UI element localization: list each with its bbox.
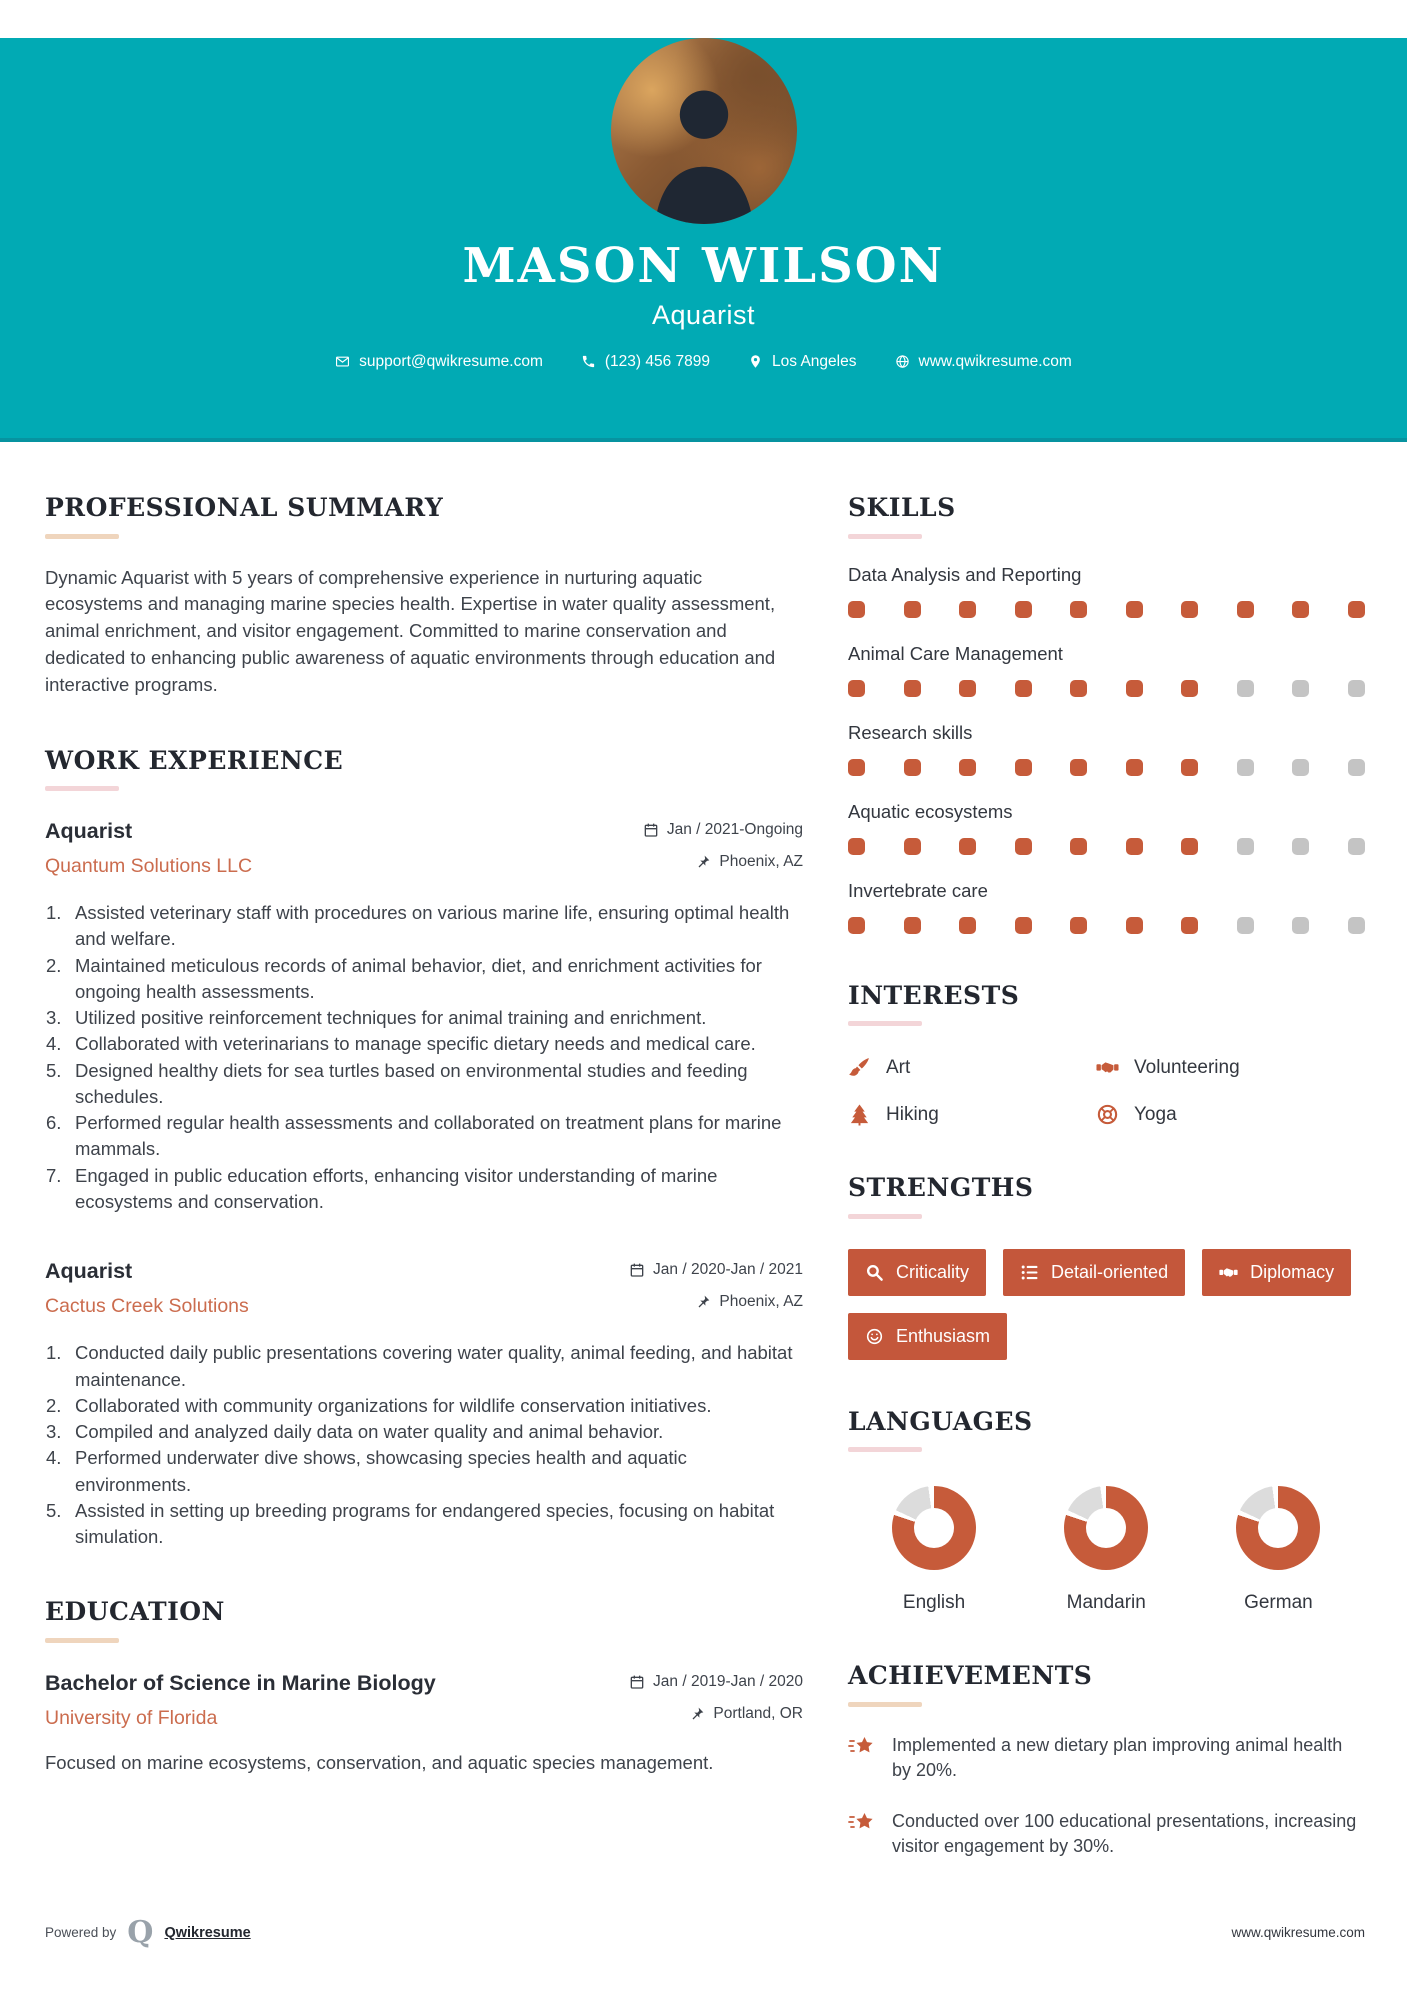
job-bullet: Engaged in public education efforts, enhancing visitor understanding of marine ecosystems and conservation.	[75, 1164, 718, 1212]
job-bullet: Performed underwater dive shows, showcasing species health and aquatic environments.	[75, 1447, 687, 1495]
job-date	[643, 821, 803, 839]
skill-level-dots	[848, 838, 1365, 855]
job-bullet: Utilized positive reinforcement techniques for animal training and enrichment.	[75, 1007, 707, 1029]
smiley-icon	[865, 1327, 884, 1346]
job-bullet: Collaborated with community organizations for wildlife conservation initiatives.	[75, 1394, 712, 1416]
job-date	[629, 1261, 803, 1279]
contact-location[interactable]	[748, 353, 856, 371]
achievement-item	[848, 1733, 1365, 1783]
heading-underline	[848, 1214, 922, 1219]
summary-heading: PROFESSIONAL SUMMARY	[45, 493, 444, 522]
skill-label: Invertebrate care	[848, 879, 988, 901]
skill-dot-filled	[848, 838, 865, 855]
work-heading: WORK EXPERIENCE	[45, 745, 344, 775]
strength-label: Detail-oriented	[1051, 1261, 1169, 1282]
skill-dot-filled	[1181, 759, 1198, 776]
contact-location-text: Los Angeles	[772, 352, 857, 370]
education-entry	[45, 1671, 803, 1777]
shooting-star-icon	[848, 1810, 876, 1835]
skill-level-dots	[848, 680, 1365, 697]
job-entry	[45, 819, 803, 1215]
contact-phone[interactable]	[581, 353, 710, 371]
skill-dot-filled	[1126, 759, 1143, 776]
skill-dot-empty	[1237, 680, 1254, 697]
calendar-icon	[629, 1262, 645, 1278]
skill-dot-empty	[1292, 838, 1309, 855]
heading-underline	[45, 1638, 119, 1643]
skill-dot-filled	[904, 917, 921, 934]
pushpin-icon	[695, 854, 711, 870]
skill-dot-filled	[1181, 601, 1198, 618]
job-header	[45, 819, 803, 878]
job-bullet: Designed healthy diets for sea turtles based on environmental studies and feeding schedules.	[75, 1059, 748, 1107]
skill-dot-filled	[1070, 917, 1087, 934]
strengths-heading: STRENGTHS	[848, 1173, 1034, 1202]
list-icon	[1020, 1263, 1039, 1282]
job-meta	[643, 819, 803, 871]
globe-icon	[895, 354, 910, 369]
skill-level-dots	[848, 917, 1365, 934]
phone-icon	[581, 354, 596, 369]
contact-row	[0, 353, 1407, 371]
skill-dot-filled	[1126, 680, 1143, 697]
education-location	[629, 1705, 803, 1723]
job-bullet: Performed regular health assessments and collaborated on treatment plans for marine mammals.	[75, 1112, 782, 1160]
job-meta	[629, 1259, 803, 1311]
language-item	[848, 1486, 1020, 1614]
heading-underline	[848, 1021, 922, 1026]
paintbrush-icon	[848, 1056, 871, 1079]
interest-item	[1096, 1103, 1365, 1126]
job-bullet: Maintained meticulous records of animal behavior, diet, and enrichment activities for ongoing health assessments.	[75, 954, 762, 1002]
interest-label: Hiking	[886, 1103, 939, 1125]
skill-dot-filled	[1292, 601, 1309, 618]
skill-dot-filled	[959, 838, 976, 855]
skill-dot-empty	[1237, 917, 1254, 934]
job-location	[643, 853, 803, 871]
education-date-text: Jan / 2019-Jan / 2020	[653, 1672, 803, 1690]
language-donut-chart	[1236, 1486, 1320, 1570]
language-item	[1020, 1486, 1192, 1614]
job-location-text: Phoenix, AZ	[719, 1293, 803, 1311]
heading-underline	[848, 534, 922, 539]
contact-email-text: support@qwikresume.com	[359, 352, 543, 370]
skill-item	[848, 643, 1365, 697]
languages-heading: LANGUAGES	[848, 1406, 1033, 1436]
powered-by	[45, 1915, 251, 1950]
skill-dot-filled	[959, 759, 976, 776]
education-heading: EDUCATION	[45, 1597, 225, 1627]
skill-dot-empty	[1348, 759, 1365, 776]
language-label: English	[902, 1592, 966, 1613]
interest-label: Volunteering	[1134, 1056, 1240, 1078]
job-date-text: Jan / 2020-Jan / 2021	[653, 1261, 803, 1279]
section-education	[45, 1598, 803, 1776]
skill-dot-filled	[848, 680, 865, 697]
powered-by-text: Powered by	[45, 1925, 117, 1940]
language-label: German	[1244, 1592, 1313, 1613]
job-bullet: Conducted daily public presentations covering water quality, animal feeding, and habitat maintenance.	[75, 1342, 793, 1390]
language-item	[1192, 1486, 1364, 1614]
job-header	[45, 1259, 803, 1318]
skill-level-dots	[848, 759, 1365, 776]
skill-item	[848, 801, 1365, 855]
heading-underline	[45, 534, 119, 539]
language-donut-chart	[892, 1486, 976, 1570]
skill-dot-filled	[1015, 759, 1032, 776]
skill-dot-filled	[904, 601, 921, 618]
strength-badge	[848, 1249, 986, 1296]
interest-item	[1096, 1056, 1365, 1079]
education-date	[629, 1673, 803, 1691]
strength-label: Diplomacy	[1250, 1261, 1335, 1282]
pushpin-icon	[695, 1294, 711, 1310]
strength-badge	[1202, 1249, 1351, 1296]
skill-dot-filled	[1015, 917, 1032, 934]
interest-item	[848, 1056, 1096, 1079]
interests-grid	[848, 1056, 1365, 1126]
content	[0, 442, 1407, 1907]
skill-dot-filled	[959, 917, 976, 934]
header	[0, 38, 1407, 442]
skill-dot-filled	[904, 759, 921, 776]
achievement-text: Conducted over 100 educational presentations, increasing visitor engagement by 30%.	[892, 1810, 1357, 1857]
job-location-text: Phoenix, AZ	[719, 853, 803, 871]
skill-dot-empty	[1292, 680, 1309, 697]
job-bullet: Assisted veterinary staff with procedures on various marine life, ensuring optimal health and welfare.	[75, 902, 790, 950]
skill-dot-filled	[959, 601, 976, 618]
right-column	[848, 494, 1365, 1907]
skill-dot-filled	[1070, 759, 1087, 776]
skill-label: Data Analysis and Reporting	[848, 563, 1082, 585]
interest-item	[848, 1103, 1096, 1126]
skill-dot-empty	[1292, 917, 1309, 934]
degree-name: Bachelor of Science in Marine Biology	[45, 1670, 436, 1695]
qwikresume-logo: Q	[127, 1915, 154, 1950]
interest-label: Yoga	[1134, 1103, 1177, 1125]
strength-badge	[1003, 1249, 1185, 1296]
skill-item	[848, 880, 1365, 934]
interests-heading: INTERESTS	[848, 980, 1020, 1010]
job-bullets	[45, 900, 803, 1215]
shooting-star-icon	[848, 1734, 876, 1759]
skill-dot-filled	[1181, 917, 1198, 934]
footer	[45, 1915, 1365, 1950]
handshake-icon	[1096, 1056, 1119, 1079]
skill-dot-filled	[1237, 601, 1254, 618]
language-donut-chart	[1064, 1486, 1148, 1570]
skill-dot-filled	[1126, 838, 1143, 855]
education-description: Focused on marine ecosystems, conservation, and aquatic species management.	[45, 1751, 714, 1773]
skill-dot-empty	[1237, 759, 1254, 776]
job-location	[629, 1293, 803, 1311]
job-title-company	[45, 1259, 249, 1318]
person-silhouette	[611, 44, 797, 224]
job-date-text: Jan / 2021-Ongoing	[666, 821, 803, 839]
company-name: Quantum Solutions LLC	[45, 855, 253, 878]
languages-row	[848, 1486, 1365, 1614]
map-pin-icon	[748, 354, 763, 369]
education-meta	[629, 1671, 803, 1723]
strength-badges	[848, 1249, 1365, 1360]
strength-label: Enthusiasm	[896, 1325, 991, 1346]
education-header	[45, 1671, 803, 1730]
language-label: Mandarin	[1066, 1592, 1146, 1613]
skill-dot-filled	[959, 680, 976, 697]
achievement-item	[848, 1809, 1365, 1859]
skill-dot-filled	[1126, 917, 1143, 934]
achievement-text: Implemented a new dietary plan improving animal health by 20%.	[892, 1734, 1343, 1780]
heading-underline	[45, 786, 119, 791]
calendar-icon	[629, 1674, 645, 1690]
skill-dot-filled	[848, 759, 865, 776]
strength-label: Criticality	[896, 1261, 970, 1282]
job-bullets	[45, 1340, 803, 1550]
section-interests	[848, 982, 1365, 1127]
skill-label: Research skills	[848, 721, 973, 743]
profile-photo	[611, 38, 797, 224]
skill-dot-filled	[1348, 601, 1365, 618]
heading-underline	[848, 1447, 922, 1452]
skill-dot-filled	[848, 917, 865, 934]
skills-heading: SKILLS	[848, 493, 956, 522]
skill-dot-filled	[1015, 601, 1032, 618]
skill-label: Aquatic ecosystems	[848, 800, 1013, 822]
section-languages	[848, 1408, 1365, 1615]
contact-website-text: www.qwikresume.com	[918, 352, 1072, 370]
skill-dot-empty	[1292, 759, 1309, 776]
skill-dot-filled	[1181, 680, 1198, 697]
skill-label: Animal Care Management	[848, 642, 1063, 664]
contact-email[interactable]	[335, 353, 543, 371]
job-title-company	[45, 819, 252, 878]
lifebuoy-icon	[1096, 1103, 1119, 1126]
skill-dot-filled	[848, 601, 865, 618]
tree-icon	[848, 1103, 871, 1126]
candidate-job-title: Aquarist	[651, 299, 756, 330]
candidate-name: MASON WILSON	[462, 238, 945, 294]
job-bullet: Compiled and analyzed daily data on water quality and animal behavior.	[75, 1421, 664, 1443]
skill-level-dots	[848, 601, 1365, 618]
left-column	[45, 494, 803, 1907]
skill-dot-filled	[1070, 838, 1087, 855]
job-title: Aquarist	[45, 819, 133, 844]
strength-badge	[848, 1313, 1007, 1360]
company-name: Cactus Creek Solutions	[45, 1295, 249, 1318]
handshake-icon	[1219, 1263, 1238, 1282]
skill-dot-filled	[904, 838, 921, 855]
heading-underline	[848, 1702, 922, 1707]
interest-label: Art	[886, 1056, 911, 1078]
skill-dot-filled	[1015, 838, 1032, 855]
section-summary	[45, 494, 803, 699]
section-achievements	[848, 1662, 1365, 1859]
footer-website[interactable]: www.qwikresume.com	[1231, 1925, 1365, 1940]
skill-dot-filled	[1126, 601, 1143, 618]
envelope-icon	[335, 354, 350, 369]
skill-dot-empty	[1348, 680, 1365, 697]
skill-dot-filled	[904, 680, 921, 697]
skill-dot-empty	[1348, 917, 1365, 934]
skill-dot-filled	[1070, 601, 1087, 618]
section-work-experience	[45, 747, 803, 1551]
skill-dot-empty	[1348, 838, 1365, 855]
contact-website[interactable]	[895, 353, 1072, 371]
contact-phone-text: (123) 456 7899	[604, 352, 711, 370]
skill-dot-empty	[1237, 838, 1254, 855]
degree-school	[45, 1671, 436, 1730]
section-strengths	[848, 1174, 1365, 1360]
school-name: University of Florida	[45, 1706, 218, 1729]
skill-dot-filled	[1015, 680, 1032, 697]
achievements-heading: ACHIEVEMENTS	[848, 1661, 1093, 1690]
skill-item	[848, 564, 1365, 618]
skill-dot-filled	[1070, 680, 1087, 697]
job-title: Aquarist	[45, 1259, 133, 1284]
section-skills	[848, 494, 1365, 934]
qwikresume-link[interactable]: Qwikresume	[164, 1924, 251, 1941]
job-bullet: Collaborated with veterinarians to manage specific dietary needs and medical care.	[75, 1033, 756, 1055]
job-bullet: Assisted in setting up breeding programs for endangered species, focusing on habitat simulation.	[75, 1499, 775, 1548]
job-entry	[45, 1259, 803, 1550]
summary-text: Dynamic Aquarist with 5 years of comprehensive experience in nurturing aquatic ecosystems and managing marine species health. Expertise in water quality assessment, animal enrichment, and visitor engagement. Committed to marine conservation and dedicated to enhancing public awareness of aquatic environments through education and interactive programs.	[45, 566, 776, 695]
magnifier-icon	[865, 1263, 884, 1282]
education-location-text: Portland, OR	[713, 1704, 803, 1722]
pushpin-icon	[689, 1706, 705, 1722]
skill-item	[848, 722, 1365, 776]
calendar-icon	[643, 822, 659, 838]
skill-dot-filled	[1181, 838, 1198, 855]
